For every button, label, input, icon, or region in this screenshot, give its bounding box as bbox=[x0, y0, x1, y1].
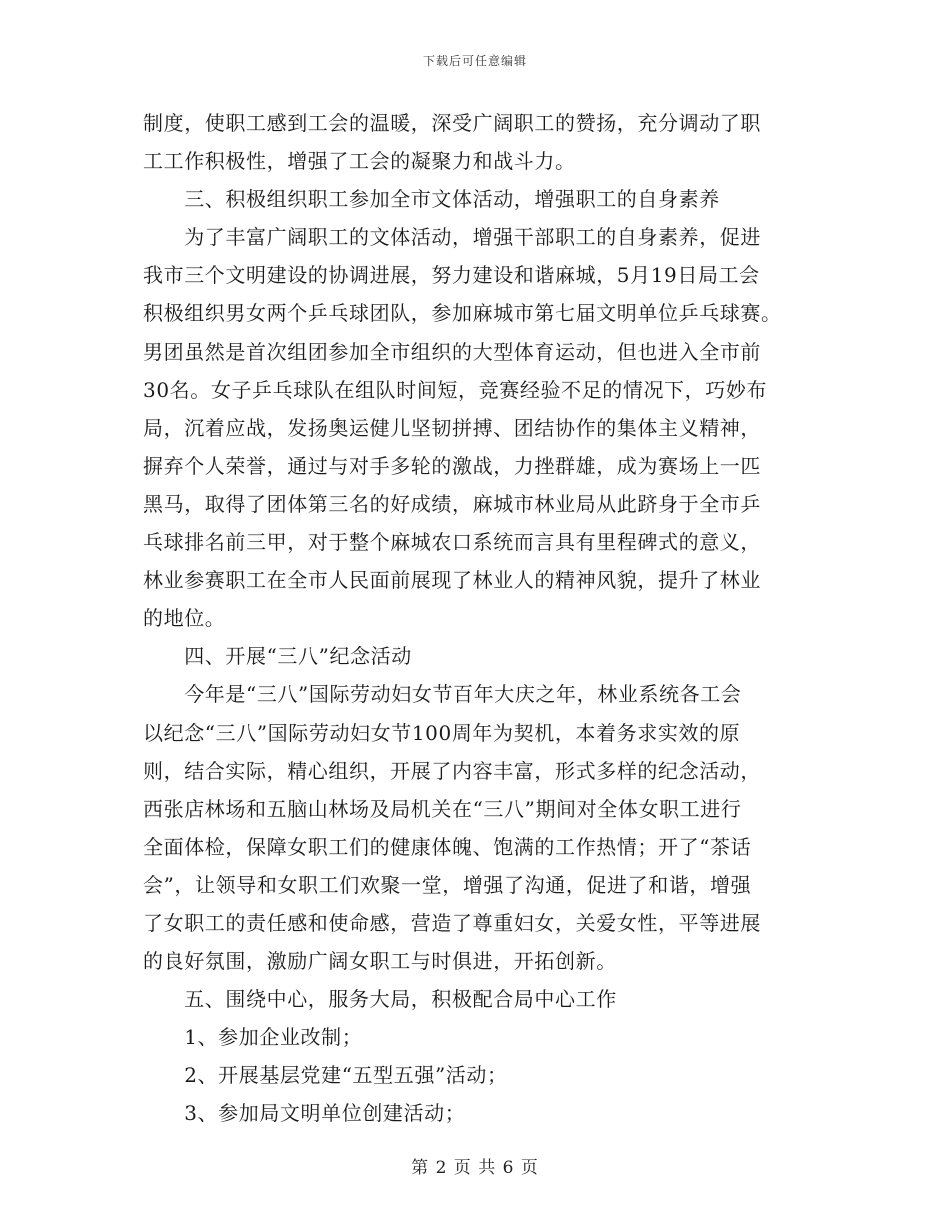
list-item: 1、参加企业改制； bbox=[143, 1025, 363, 1050]
text-line: 积极组织男女两个乒乓球团队，参加麻城市第七届文明单位乒乓球赛。 bbox=[143, 301, 782, 326]
list-item: 3、参加局文明单位创建活动； bbox=[143, 1101, 466, 1126]
text-line: 则，结合实际，精心组织，开展了内容丰富，形式多样的纪念活动， bbox=[143, 758, 761, 783]
text-line: 30名。女子乒乓球队在组队时间短，竞赛经验不足的情况下，巧妙布 bbox=[143, 377, 768, 402]
section-heading: 四、开展“三八”纪念活动 bbox=[143, 644, 412, 669]
page-footer: 第 2 页 共 6 页 bbox=[411, 1158, 539, 1178]
document-body bbox=[143, 104, 823, 1133]
text-line: 林业参赛职工在全市人民面前展现了林业人的精神风貌，提升了林业 bbox=[143, 568, 761, 593]
text-line: 的良好氛围，激励广阔女职工与时俱进，开拓创新。 bbox=[143, 949, 617, 974]
text-line: 全面体检，保障女职工们的健康体魄、饱满的工作热情；开了“茶话 bbox=[143, 834, 752, 859]
text-line: 今年是“三八”国际劳动妇女节百年大庆之年，林业系统各工会 bbox=[143, 682, 742, 707]
text-line: 以纪念“三八”国际劳动妇女节100周年为契机，本着务求实效的原 bbox=[143, 720, 741, 745]
text-line: 黑马，取得了团体第三名的好成绩，麻城市林业局从此跻身于全市乒 bbox=[143, 491, 761, 516]
text-line: 男团虽然是首次组团参加全市组织的大型体育运动，但也进入全市前 bbox=[143, 339, 761, 364]
list-item: 2、开展基层党建“五型五强”活动； bbox=[143, 1063, 508, 1088]
text-line: 会”，让领导和女职工们欢聚一堂，增强了沟通，促进了和谐，增强 bbox=[143, 872, 752, 897]
page-header: 下载后可任意编辑 bbox=[422, 54, 527, 68]
text-line: 局，沉着应战，发扬奥运健儿坚韧拼搏、团结协作的集体主义精神， bbox=[143, 415, 761, 440]
text-line: 了女职工的责任感和使命感，营造了尊重妇女，关爱女性，平等进展 bbox=[143, 910, 761, 935]
text-line: 西张店林场和五脑山林场及局机关在“三八”期间对全体女职工进行 bbox=[143, 796, 742, 821]
text-line: 的地位。 bbox=[143, 606, 226, 631]
section-heading: 五、围绕中心，服务大局，积极配合局中心工作 bbox=[143, 987, 617, 1012]
text-line: 制度，使职工感到工会的温暖，深受广阔职工的赞扬，充分调动了职 bbox=[143, 111, 761, 135]
section-heading: 三、积极组织职工参加全市文体活动，增强职工的自身素养 bbox=[143, 187, 720, 212]
text-line: 工工作积极性，增强了工会的凝聚力和战斗力。 bbox=[143, 149, 576, 174]
text-line: 为了丰富广阔职工的文体活动，增强干部职工的自身素养，促进 bbox=[143, 225, 761, 250]
text-line: 摒弃个人荣誉，通过与对手多轮的激战，力挫群雄，成为赛场上一匹 bbox=[143, 453, 761, 478]
text-line: 乓球排名前三甲，对于整个麻城农口系统而言具有里程碑式的意义， bbox=[143, 530, 761, 555]
text-line: 我市三个文明建设的协调进展，努力建设和谐麻城，5月19日局工会 bbox=[143, 263, 760, 288]
